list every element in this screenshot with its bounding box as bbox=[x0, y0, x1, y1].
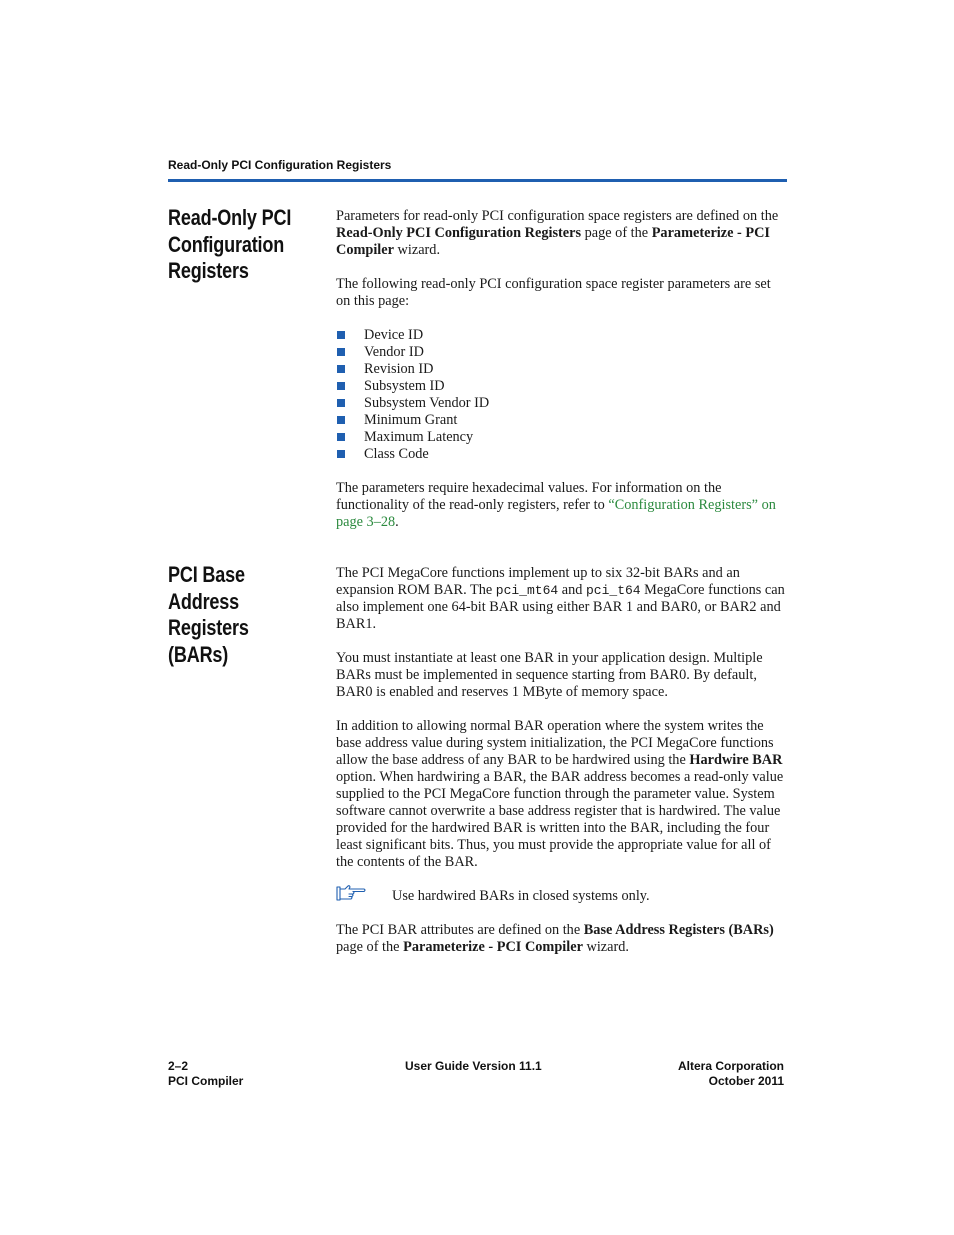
bullet-square-icon bbox=[337, 365, 345, 373]
footer-left bbox=[168, 1059, 243, 1089]
bullet-square-icon bbox=[337, 399, 345, 407]
section-heading-read-only bbox=[168, 205, 291, 285]
paragraph: In addition to allowing normal BAR operation where the system writes the base address value during system initialization, the PCI MegaCore functions allow the base address of any BAR to be hardwired using the Hardwire BAR option. When hardwiring a BAR, the BAR address becomes a read-only value supplied to the PCI MegaCore function through the parameter value. System software cannot overwrite a base address register that is hardwired. The value provided for the hardwired BAR is written into the BAR, including the four least significant bits. Thus, you must provide the appropriate value for all of the contents of the BAR. bbox=[336, 718, 784, 870]
ui-term: Base Address Registers (BARs) bbox=[583, 922, 774, 938]
heading-line: Address bbox=[168, 588, 240, 614]
publish-date: October 2011 bbox=[708, 1074, 784, 1088]
bullet-square-icon bbox=[337, 382, 345, 390]
list-item: Class Code bbox=[336, 446, 788, 463]
cross-reference-link[interactable]: “Configuration Registers” on page 3–28 bbox=[336, 497, 776, 530]
heading-line: (BARs) bbox=[168, 641, 229, 667]
paragraph: The following read-only PCI configuration space register parameters are set on this page: bbox=[336, 276, 771, 309]
ui-term: Hardwire BAR bbox=[689, 752, 783, 768]
pointing-hand-icon bbox=[336, 884, 368, 904]
company-name: Altera Corporation bbox=[677, 1059, 784, 1073]
section-body-read-only bbox=[336, 208, 788, 548]
paragraph: You must instantiate at least one BAR in your application design. Multiple BARs must be implemented in sequence starting from BAR0. By default, BAR0 is enabled and reserves 1 MByte of memory space. bbox=[336, 650, 763, 700]
code-term: pci_mt64 bbox=[495, 583, 559, 598]
heading-line: Configuration bbox=[168, 231, 285, 257]
note bbox=[336, 888, 788, 905]
section-heading-bars bbox=[168, 562, 249, 668]
ui-term: Parameterize - PCI Compiler bbox=[403, 939, 583, 955]
bullet-square-icon bbox=[337, 450, 345, 458]
guide-version: User Guide Version 11.1 bbox=[405, 1059, 542, 1073]
list-item: Maximum Latency bbox=[336, 429, 788, 446]
bullet-square-icon bbox=[337, 348, 345, 356]
bullet-square-icon bbox=[337, 331, 345, 339]
heading-line: Read-Only PCI bbox=[168, 205, 292, 230]
footer-center bbox=[405, 1059, 542, 1074]
heading-line: PCI Base bbox=[168, 562, 245, 587]
list-item: Subsystem ID bbox=[336, 378, 788, 395]
heading-line: Registers bbox=[168, 258, 249, 283]
ui-term: Parameterize - PCI Compiler bbox=[336, 225, 770, 258]
section-body-bars bbox=[336, 565, 788, 973]
list-item: Minimum Grant bbox=[336, 412, 788, 429]
list-item: Subsystem Vendor ID bbox=[336, 395, 788, 412]
paragraph: The PCI MegaCore functions implement up to six 32-bit BARs and an expansion ROM BAR. The pci_mt64 and pci_t64 MegaCore functions can also implement one 64-bit BAR using either BAR 1 and BAR0, or BAR2 and BAR1. bbox=[336, 565, 785, 632]
ui-term: Read-Only PCI Configuration Registers bbox=[336, 225, 582, 241]
bullet-square-icon bbox=[337, 433, 345, 441]
running-header: Read-Only PCI Configuration Registers bbox=[168, 158, 392, 172]
header-rule bbox=[168, 179, 787, 182]
heading-line: Registers bbox=[168, 615, 249, 640]
footer-right bbox=[678, 1059, 784, 1089]
list-item: Device ID bbox=[336, 327, 788, 344]
paragraph: The PCI BAR attributes are defined on the Base Address Registers (BARs) page of the Parameterize - PCI Compiler wizard. bbox=[336, 922, 774, 955]
list-item: Vendor ID bbox=[336, 344, 788, 361]
parameter-list bbox=[336, 327, 788, 463]
paragraph: Parameters for read-only PCI configuration space registers are defined on the Read-Only PCI Configuration Registers page of the Parameterize - PCI Compiler wizard. bbox=[336, 208, 779, 258]
product-name: PCI Compiler bbox=[168, 1074, 244, 1088]
list-item: Revision ID bbox=[336, 361, 788, 378]
note-text: Use hardwired BARs in closed systems only. bbox=[392, 888, 650, 904]
bullet-square-icon bbox=[337, 416, 345, 424]
paragraph: The parameters require hexadecimal values. For information on the functionality of the read-only registers, refer to “Configuration Registers” on page 3–28. bbox=[336, 480, 776, 530]
page-number: 2–2 bbox=[168, 1059, 189, 1073]
code-term: pci_t64 bbox=[586, 583, 641, 598]
